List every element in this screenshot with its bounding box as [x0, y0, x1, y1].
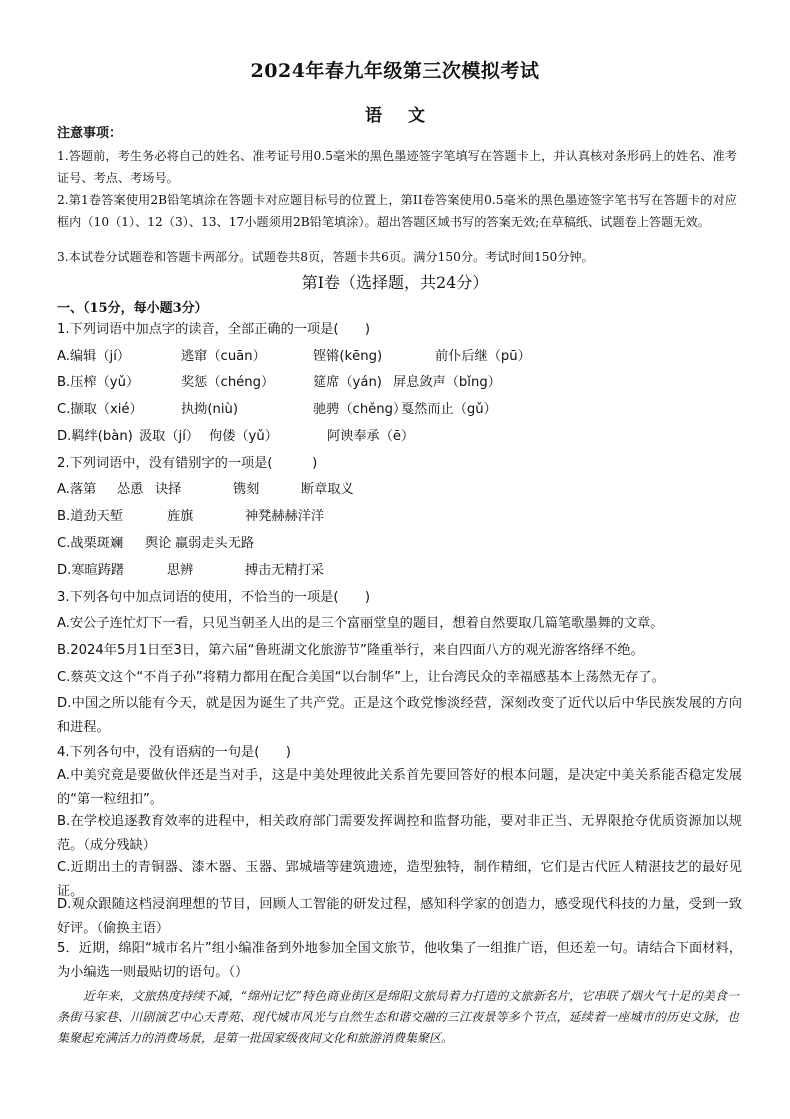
- q1-d-4: 阿谀奉承（ē）: [327, 429, 415, 444]
- q2-a-5: 断章取义: [301, 482, 354, 497]
- q2-a-4: 镌刻: [233, 482, 260, 497]
- part-title: 第I卷（选择题，共24分）: [301, 273, 489, 292]
- q2-b-1: B.道劲天堑: [57, 509, 123, 524]
- exam-title: 2024年春九年级第三次模拟考试: [250, 60, 540, 82]
- q1-option-a: [57, 345, 742, 369]
- q4-option-d: D.观众跟随这档浸润理想的节目，回顾人工智能的研发过程，感知科学家的创造力，感受现代科技的力量，受到一致好评。（偷换主语）: [57, 897, 742, 936]
- q3-option-a: A.安公子连忙灯下一看，只见当朝圣人出的是三个富丽堂皇的题目，想着自然要取几篇笔歌墨舞的文章。: [57, 616, 664, 631]
- q1-a-4: 前仆后继（pū）: [435, 349, 531, 364]
- q1-stem: 1.下列词语中加点字的读音，全部正确的一项是( ): [57, 322, 370, 337]
- notice-item-3: 3.本试卷分试题卷和答题卡两部分。试题卷共8页，答题卡共6页。满分150分。考试时间150分钟。: [57, 250, 594, 264]
- q1-b-2: 奖惩（chéng）: [181, 375, 275, 390]
- section-title: 一、（15分，每小题3分）: [57, 301, 208, 316]
- q2-stem: 2.下列词语中，没有错别字的一项是( ): [57, 456, 318, 471]
- q3-option-b: B.2024年5月1日至3日，第六届“鲁班湖文化旅游节”隆重举行，来自四面八方的观光游客络绎不绝。: [57, 643, 644, 658]
- q2-a-1: A.落第: [57, 482, 97, 497]
- q2-c-2: 舆论: [145, 536, 172, 551]
- q2-option-d: [57, 559, 742, 583]
- q1-a-3: 铿锵(kēng): [313, 349, 383, 364]
- q4-option-c: C.近期出土的青铜器、漆木器、玉器、郢城墙等建筑遗迹，造型独特，制作精细，它们是古代匠人精湛技艺的最好见证。: [57, 860, 742, 899]
- q1-b-1: B.压榨（yǔ）: [57, 375, 140, 390]
- notice-item-2: 2.第1卷答案使用2B铅笔填涂在答题卡对应题目标号的位置上，第II卷答案使用0.5毫米的黑色墨迹签字笔书写在答题卡的对应框内（10（1）、12（3）、13、17小题须用2B铅笔填涂）。超出答题区域书写的答案无效;在草稿纸、试题卷上答题无效。: [57, 193, 737, 229]
- q1-c-4: 戛然而止（gǔ）: [401, 402, 497, 417]
- q1-b-3: 筵席（yán): [313, 375, 382, 390]
- q1-d-1: D.羁绊(bàn): [57, 429, 133, 444]
- q2-d-2: 思辨: [167, 563, 194, 578]
- q2-c-1: C.战栗斑斓: [57, 536, 124, 551]
- q3-option-d: D.中国之所以能有今天，就是因为诞生了共产党。正是这个政党惨淡经营，深刻改变了近代以后中华民族发展的方向和进程。: [57, 696, 742, 735]
- q4-option-a: A.中美究竟是要做伙伴还是当对手，这是中美处理彼此关系首先要回答好的根本问题，是决定中美关系能否稳定发展的“第一粒纽扣”。: [57, 768, 742, 807]
- q1-d-3: 佝偻（yǔ）: [209, 429, 278, 444]
- notice-title: 注意事项：: [57, 126, 123, 141]
- q2-d-3: 搏击无精打采: [245, 563, 325, 578]
- q1-option-c: [57, 398, 742, 422]
- q3-stem: 3.下列各句中加点词语的使用，不恰当的一项是( ): [57, 590, 370, 605]
- q2-c-3: 羸弱走头无路: [175, 536, 255, 551]
- q2-b-2: 旌旗: [167, 509, 194, 524]
- q1-c-2: 执拗(niù): [181, 402, 239, 417]
- q2-a-3: 诀择: [155, 482, 182, 497]
- q1-c-1: C.撷取（xié）: [57, 402, 143, 417]
- q2-d-1: D.寒暄踌躇: [57, 563, 125, 578]
- q2-option-a: [57, 478, 742, 502]
- q1-option-b: [57, 371, 742, 395]
- q2-b-3: 神凳赫赫洋洋: [245, 509, 325, 524]
- notice-item-1: 1.答题前，考生务必将自己的姓名、准考证号用0.5毫米的黑色墨迹签字笔填写在答题卡上，并认真核对条形码上的姓名、准考证号、考点、考场号。: [57, 149, 737, 185]
- q1-c-3: 驰骋（chěng）: [313, 402, 407, 417]
- subject-title: 语文: [365, 106, 451, 126]
- q1-a-2: 逃窜（cuān）: [181, 349, 266, 364]
- q2-option-b: [57, 505, 742, 529]
- q1-option-d: [57, 425, 742, 449]
- q4-option-b: B.在学校追逐教育效率的进程中，相关政府部门需要发挥调控和监督功能，要对非正当、无界限抢夺优质资源加以规范。（成分残缺）: [57, 814, 742, 853]
- q1-a-1: A.编辑（jí）: [57, 349, 131, 364]
- q4-stem: 4.下列各句中，没有语病的一句是( ): [57, 745, 291, 760]
- q5-stem: 5．近期，绵阳“城市名片”组小编准备到外地参加全国文旅节，他收集了一组推广语，但还差一句。请结合下面材料，为小编选一则最贴切的语句。（）: [57, 941, 742, 980]
- q5-passage: 近年来，文旅热度持续不减，“绵州记忆”特色商业街区是绵阳文旅局着力打造的文旅新名片，它串联了烟火气十足的美食一条街马家巷、川剧演艺中心天青苑、现代城市风光与自然生态和谐交融的三江夜景等多个节点，延续着一座城市的历史文脉，也集聚起充满活力的消费场景，是第一批国家级夜间文化和旅游消费集聚区。: [57, 989, 739, 1045]
- q3-option-c: C.蔡英文这个“不肖子孙”将精力都用在配合美国“以台制华”上，让台湾民众的幸福感基本上荡然无存了。: [57, 670, 665, 685]
- q2-a-2: 怂恿: [117, 482, 144, 497]
- q1-d-2: 汲取（jí）: [139, 429, 200, 444]
- q2-option-c: [57, 532, 742, 556]
- q1-b-4: 屏息敛声（bǐng）: [393, 375, 501, 390]
